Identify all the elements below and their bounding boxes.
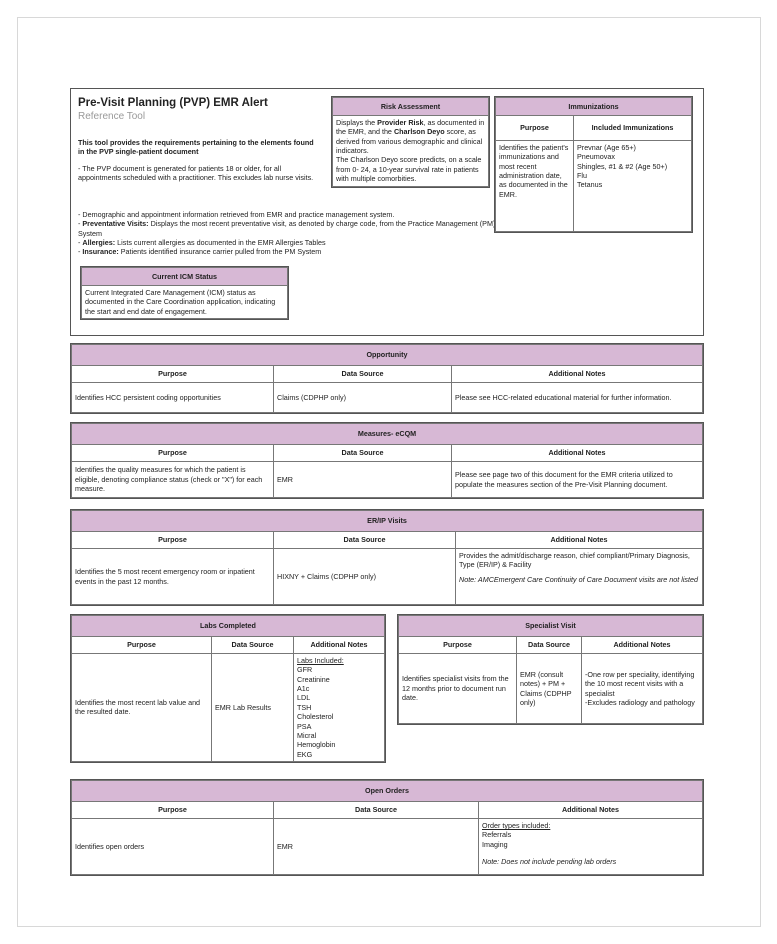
immunizations-purpose: Identifies the patient's immunizations and most recent administration date, as documented in the EMR. (496, 141, 574, 232)
bullet-demographic: - Demographic and appointment information retrieved from EMR and practice management system. (78, 210, 395, 219)
col-notes: Additional Notes (452, 366, 703, 383)
col-purpose: Purpose (72, 802, 274, 819)
orders-header: Open Orders (72, 781, 703, 802)
measures-table (70, 422, 704, 499)
cell-notes: Order types included: Referrals Imaging Note: Does not include pending lab orders (479, 819, 703, 875)
icm-status-header: Current ICM Status (82, 268, 288, 286)
col-data-source: Data Source (517, 637, 582, 654)
specialist-header: Specialist Visit (399, 616, 703, 637)
cell-notes: -One row per speciality, identifying the 10 most recent visits with a specialist -Excludes radiology and pathology (582, 654, 703, 724)
bullet-list (78, 210, 498, 257)
cell-data-source: EMR (274, 819, 479, 875)
opportunity-header: Opportunity (72, 345, 703, 366)
col-notes: Additional Notes (582, 637, 703, 654)
cell-purpose: Identifies HCC persistent coding opportunities (72, 383, 274, 413)
labs-completed-table (70, 614, 386, 763)
cell-data-source: EMR Lab Results (212, 654, 294, 762)
cell-notes: Please see page two of this document for the EMR criteria utilized to populate the measures section of the Pre-Visit Planning document. (452, 462, 703, 498)
immunizations-list: Prevnar (Age 65+) Pneumovax Shingles, #1 & #2 (Age 50+) Flu Tetanus (574, 141, 692, 232)
cell-data-source: Claims (CDPHP only) (274, 383, 452, 413)
bullet-allergies: - Allergies: Lists current allergies as documented in the EMR Allergies Tables (78, 238, 326, 248)
immunizations-header: Immunizations (496, 98, 692, 116)
labs-included-list: Labs Included: GFR Creatinine A1c LDL TSH Cholesterol PSA Micral Hemoglobin EKG (294, 654, 385, 762)
col-notes: Additional Notes (456, 532, 703, 549)
cell-data-source: EMR (274, 462, 452, 498)
cell-purpose: Identifies specialist visits from the 12 months prior to document run date. (399, 654, 517, 724)
cell-notes: Provides the admit/discharge reason, chief compliant/Primary Diagnosis, Type (ER/IP) & Facility Note: AMCEmergent Care Continuity of Care Document visits are not listed (456, 549, 703, 605)
icm-status-table (80, 266, 289, 320)
col-notes: Additional Notes (479, 802, 703, 819)
col-notes: Additional Notes (452, 445, 703, 462)
col-data-source: Data Source (212, 637, 294, 654)
col-included: Included Immunizations (574, 116, 692, 141)
col-purpose: Purpose (72, 445, 274, 462)
risk-assessment-header: Risk Assessment (333, 98, 489, 116)
risk-assessment-body: Displays the Provider Risk, as documented in the EMR, and the Charlson Deyo score, as derived from various demographic and clinical indicators. The Charlson Deyo score predicts, on a scale from 0- 24, a 10-year survival rate in patients with multiple comorbities. (333, 116, 489, 187)
immunizations-table (494, 96, 693, 233)
intro-text: This tool provides the requirements pertaining to the elements found in the PVP single-patient document (78, 138, 314, 157)
doc-subtitle: Reference Tool (78, 111, 146, 122)
col-data-source: Data Source (274, 445, 452, 462)
col-purpose: Purpose (72, 532, 274, 549)
col-data-source: Data Source (274, 532, 456, 549)
col-data-source: Data Source (274, 366, 452, 383)
col-notes: Additional Notes (294, 637, 385, 654)
measures-header: Measures- eCQM (72, 424, 703, 445)
cell-data-source: EMR (consult notes) + PM + Claims (CDPHP only) (517, 654, 582, 724)
erip-header: ER/IP Visits (72, 511, 703, 532)
bullet-insurance: - Insurance: Patients identified insurance carrier pulled from the PM System (78, 247, 322, 257)
col-purpose: Purpose (72, 637, 212, 654)
cell-purpose: Identifies open orders (72, 819, 274, 875)
doc-title: Pre-Visit Planning (PVP) EMR Alert (78, 97, 268, 109)
cell-purpose: Identifies the most recent lab value and the resulted date. (72, 654, 212, 762)
risk-assessment-table (331, 96, 490, 188)
col-data-source: Data Source (274, 802, 479, 819)
open-orders-table (70, 779, 704, 876)
cell-purpose: Identifies the 5 most recent emergency room or inpatient events in the past 12 months. (72, 549, 274, 605)
erip-visits-table (70, 509, 704, 606)
col-purpose: Purpose (72, 366, 274, 383)
bullet-preventative: - Preventative Visits: Displays the most recent preventative visit, as denoted by charge code, from the Practice Management (PM) System (78, 219, 496, 238)
col-purpose: Purpose (496, 116, 574, 141)
opportunity-table (70, 343, 704, 414)
cell-data-source: HIXNY + Claims (CDPHP only) (274, 549, 456, 605)
cell-notes: Please see HCC-related educational material for further information. (452, 383, 703, 413)
bullet-pvp-eligibility: - The PVP document is generated for patients 18 or older, for all appointments scheduled with a practitioner. This excludes lab nurse visits. (78, 164, 314, 183)
specialist-visit-table (397, 614, 704, 725)
icm-status-body: Current Integrated Care Management (ICM) status as documented in the Care Coordination application, indicating the start and end date of engagement. (82, 286, 288, 319)
labs-header: Labs Completed (72, 616, 385, 637)
cell-purpose: Identifies the quality measures for which the patient is eligible, denoting compliance status (check or "X") for each measure. (72, 462, 274, 498)
col-purpose: Purpose (399, 637, 517, 654)
